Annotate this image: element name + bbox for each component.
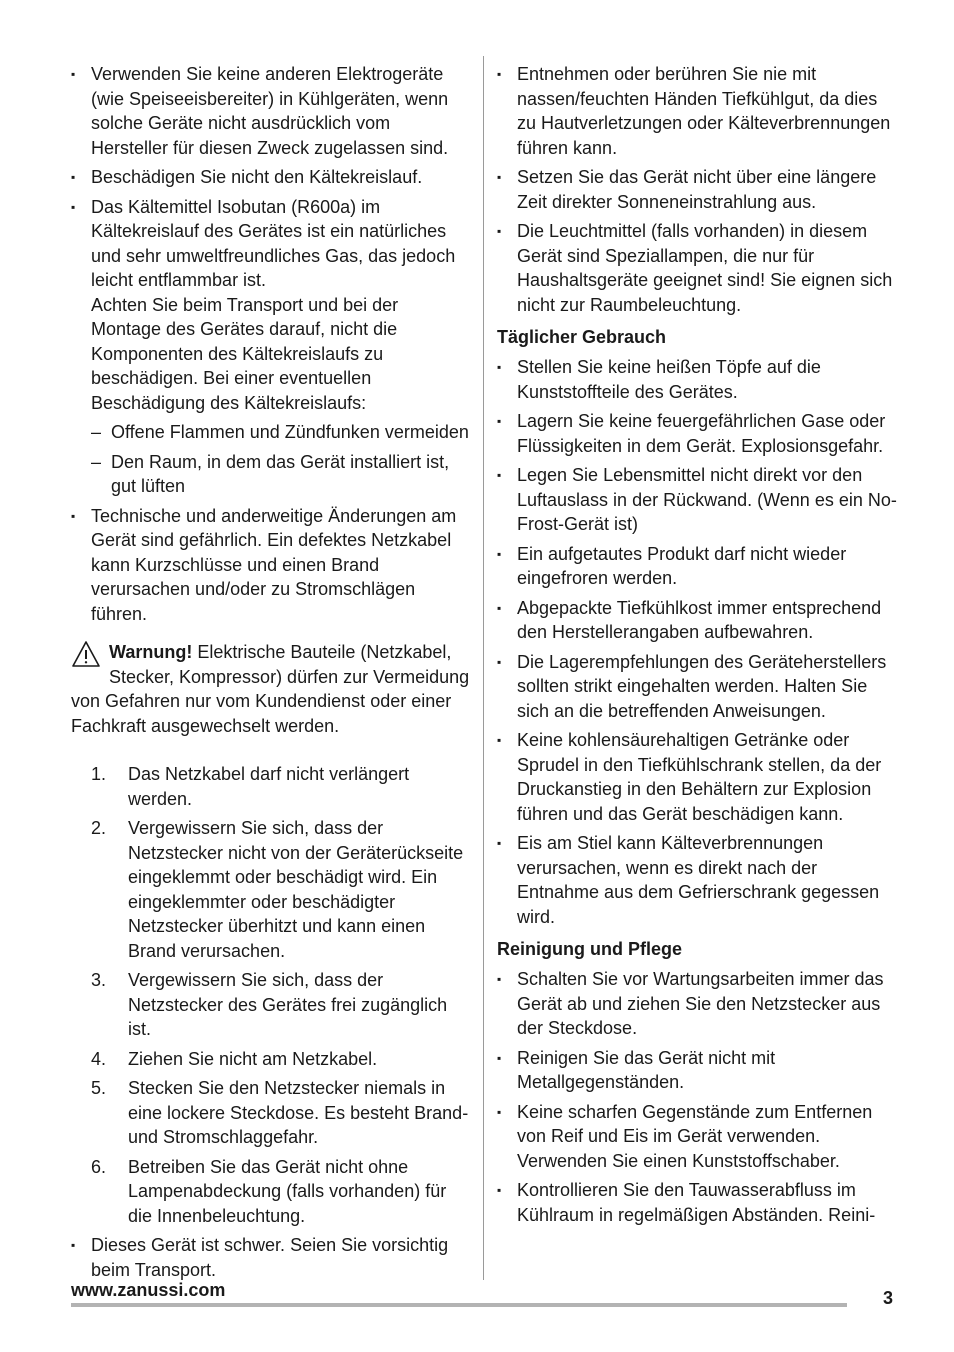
list-item: ▪ Beschädigen Sie nicht den Kältekreislauf. <box>71 165 471 190</box>
item-number: 1. <box>91 764 107 784</box>
numbered-item <box>71 816 471 963</box>
list-item: ▪ Keine kohlensäurehaltigen Getränke oder Sprudel in den Tiefkühlschrank stellen, da der Druckanstieg in den Behältern zur Explosion führen und das Gerät beschädigen kann. <box>497 728 897 826</box>
footer-rule <box>71 1303 847 1307</box>
list-item: ▪ Eis am Stiel kann Kälteverbrennungen verursachen, wenn es direkt nach der Entnahme aus dem Gefrierschrank gegessen wird. <box>497 831 897 929</box>
section-heading-cleaning: Reinigung und Pflege <box>497 939 682 959</box>
list-item: ▪ Schalten Sie vor Wartungsarbeiten immer das Gerät ab und ziehen Sie den Netzstecker aus der Steckdose. <box>497 967 897 1041</box>
item-number: 3. <box>91 970 107 990</box>
list-item: ▪ Die Lagerempfehlungen des Geräteherstellers sollten strikt eingehalten werden. Halten Sie sich an die betreffenden Anweisungen. <box>497 650 897 724</box>
warning-label: Warnung! <box>109 642 193 662</box>
numbered-item <box>71 1047 471 1072</box>
list-item: ▪ Setzen Sie das Gerät nicht über eine längere Zeit direkter Sonneneinstrahlung aus. <box>497 165 897 214</box>
item-text: Vergewissern Sie sich, dass der Netzstecker des Gerätes frei zugänglich ist. <box>128 970 448 1039</box>
numbered-list <box>71 762 471 1228</box>
list-item <box>71 195 471 499</box>
numbered-item <box>71 1076 471 1150</box>
list-item: ▪ Stellen Sie keine heißen Töpfe auf die Kunststoffteile des Gerätes. <box>497 355 897 404</box>
list-item: ▪ Lagern Sie keine feuergefährlichen Gase oder Flüssigkeiten in dem Gerät. Explosionsgefahr. <box>497 409 897 458</box>
list-item: ▪ Ein aufgetautes Produkt darf nicht wieder eingefroren werden. <box>497 542 897 591</box>
item-text: Vergewissern Sie sich, dass der Netzstecker nicht von der Geräterückseite eingeklemmt oder beschädigt wird. Ein eingeklemmter oder beschädigter Netzstecker überhitzt und kann einen Brand verursachen. <box>128 818 464 961</box>
item-number: 2. <box>91 818 107 838</box>
bullet-list <box>71 1233 471 1282</box>
page-number: 3 <box>883 1288 894 1308</box>
warning-text: Elektrische Bauteile (Netzkabel, Stecker, Kompressor) dürfen zur Vermeidung von Gefahren nur vom Kundendienst oder einer Fachkraft ausgewechselt werden. <box>71 642 470 736</box>
list-item: ▪ Legen Sie Lebensmittel nicht direkt vor den Luftauslass in der Rückwand. (Wenn es ein No-Frost-Gerät ist) <box>497 463 897 537</box>
list-item: ▪ Abgepackte Tiefkühlkost immer entsprechend den Herstellerangaben aufbewahren. <box>497 596 897 645</box>
list-item: ▪ Reinigen Sie das Gerät nicht mit Metallgegenständen. <box>497 1046 897 1095</box>
footer-website-link[interactable]: www.zanussi.com <box>71 1280 226 1300</box>
right-column <box>497 62 897 1232</box>
bullet-list <box>497 355 897 929</box>
item-number: 6. <box>91 1156 107 1177</box>
item-number: 5. <box>91 1078 107 1098</box>
item-text: Betreiben Sie das Gerät nicht ohne Lampenabdeckung (falls vorhanden) für die Innenbeleuchtung. <box>128 1156 447 1226</box>
list-item: ▪ Entnehmen oder berühren Sie nie mit nassen/feuchten Händen Tiefkühlgut, da dies zu Hautverletzungen oder Kälteverbrennungen führen kann. <box>497 62 897 160</box>
dash-list <box>91 420 471 499</box>
list-item: ▪ Verwenden Sie keine anderen Elektrogeräte (wie Speiseeisbereiter) in Kühlgeräten, wenn solche Geräte nicht ausdrücklich vom Hersteller für diesen Zweck zugelassen sind. <box>71 62 471 160</box>
numbered-item <box>71 968 471 1042</box>
warning-note <box>71 640 471 738</box>
dash-item: – Den Raum, in dem das Gerät installiert ist, gut lüften <box>91 450 471 499</box>
item-text: Das Netzkabel darf nicht verlängert werden. <box>128 764 410 809</box>
item-number: 4. <box>91 1048 107 1069</box>
list-item: ▪ Die Leuchtmittel (falls vorhanden) in diesem Gerät sind Speziallampen, die nur für Haushaltsgeräte geeignet sind! Sie eignen sich nicht zur Raumbeleuchtung. <box>497 219 897 317</box>
numbered-item <box>71 1155 471 1229</box>
item-text: Stecken Sie den Netzstecker niemals in eine lockere Steckdose. Es besteht Brand- und Stromschlaggefahr. <box>128 1078 469 1147</box>
list-item: ▪ Technische und anderweitige Änderungen am Gerät sind gefährlich. Ein defektes Netzkabel kann Kurzschlüsse und einen Brand verursachen und/oder zu Stromschlägen führen. <box>71 504 471 627</box>
dash-item: – Offene Flammen und Zündfunken vermeiden <box>91 420 471 445</box>
left-column <box>71 62 471 1287</box>
bullet-list <box>497 967 897 1227</box>
transport-paragraph: Achten Sie beim Transport und bei der Montage des Gerätes darauf, nicht die Komponenten des Kältekreislaufs zu beschädigen. Bei einer eventuellen Beschädigung des Kältekreislaufs: <box>91 294 399 413</box>
item-text: Ziehen Sie nicht am Netzkabel. <box>128 1048 378 1069</box>
isobutan-paragraph: ▪ Das Kältemittel Isobutan (R600a) im Kältekreislauf des Gerätes ist ein natürliches und sehr umweltfreundliches Gas, das jedoch leicht entflammbar ist. <box>91 196 456 290</box>
bullet-list <box>71 62 471 626</box>
bullet-list <box>497 62 897 317</box>
column-divider <box>483 56 484 1280</box>
list-item: ▪ Dieses Gerät ist schwer. Seien Sie vorsichtig beim Transport. <box>71 1233 471 1282</box>
section-heading-daily-use: Täglicher Gebrauch <box>497 327 667 347</box>
list-item: ▪ Keine scharfen Gegenstände zum Entfernen von Reif und Eis im Gerät verwenden. Verwenden Sie einen Kunststoffschaber. <box>497 1100 897 1174</box>
numbered-item <box>71 762 471 811</box>
list-item: ▪ Kontrollieren Sie den Tauwasserabfluss im Kühlraum in regelmäßigen Abständen. Reini- <box>497 1178 897 1227</box>
warning-triangle-icon <box>71 640 101 668</box>
